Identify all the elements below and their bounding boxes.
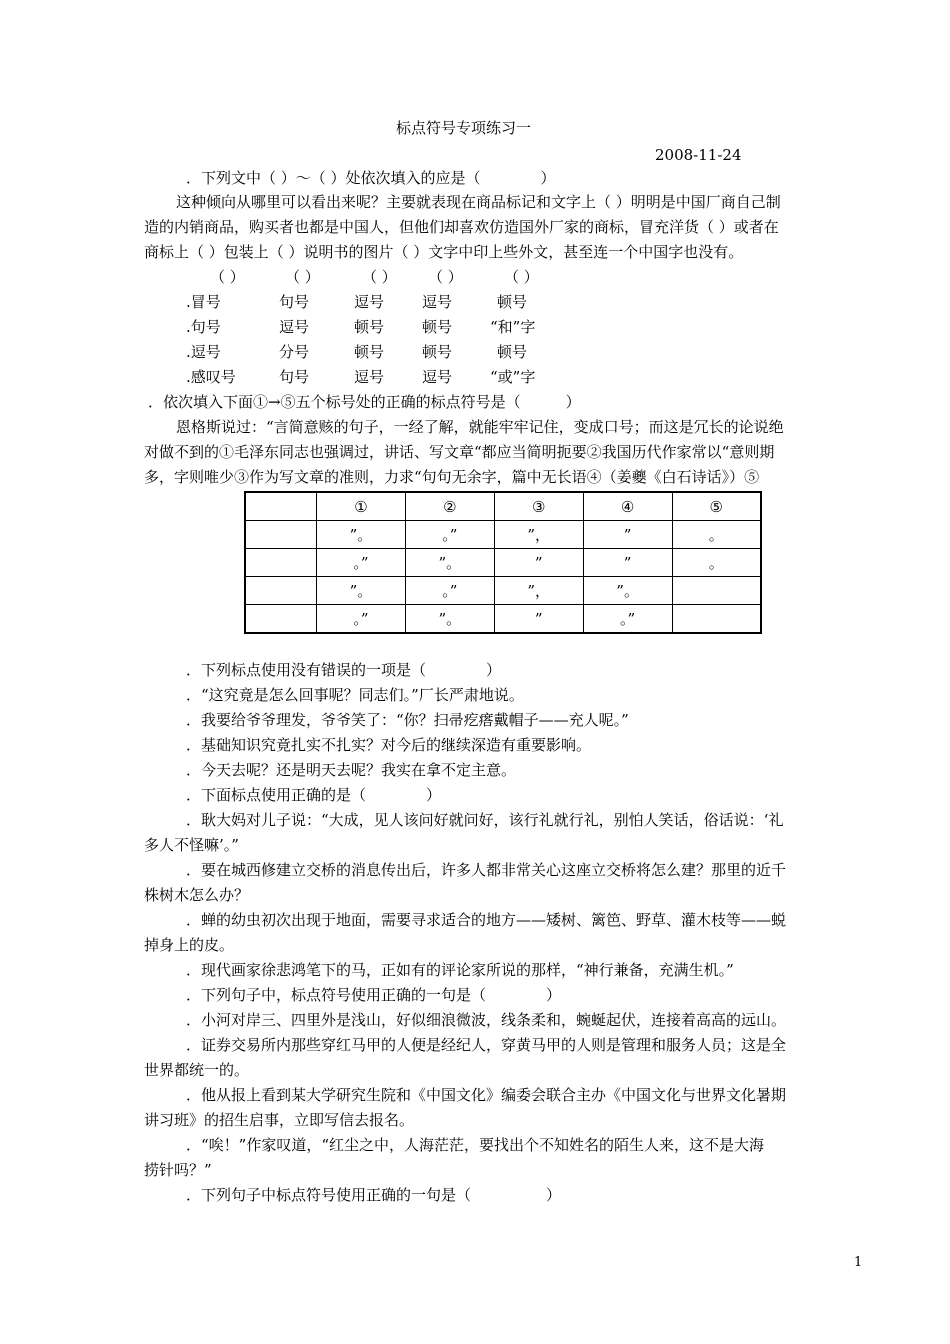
q1-option-cell: 逗号 xyxy=(279,318,310,336)
table-cell xyxy=(245,549,317,577)
q1-option-cell: 顿号 xyxy=(354,343,385,361)
table-cell xyxy=(672,577,761,605)
table-cell: ”。 xyxy=(317,521,406,549)
q4-option: ．耿大妈对儿子说：“大成，见人该问好就问好，该行礼就行礼，别怕人笑话，俗话说：‘礼 xyxy=(186,811,784,829)
q1-passage-line: 这种倾向从哪里可以看出来呢？主要就表现在商品标记和文字上（ ）明明是中国厂商自己制 xyxy=(176,193,781,211)
q1-option-b: .句号 xyxy=(186,318,221,336)
table-cell: 。 xyxy=(672,521,761,549)
table-cell: ”， xyxy=(494,521,583,549)
q1-stem: ．下列文中（ ）～（ ）处依次填入的应是（ ） xyxy=(186,169,556,187)
table-cell xyxy=(672,605,761,634)
q5-option-cont: 世界都统一的。 xyxy=(144,1061,250,1079)
q1-header-cell: （ ） xyxy=(285,268,320,286)
q4-option: ．蝉的幼虫初次出现于地面，需要寻求适合的地方——矮树、篱笆、野草、灌木枝等——蜕 xyxy=(186,911,787,929)
q4-option-cont: 株树木怎么办？ xyxy=(144,886,250,904)
q3-stem: ．下列标点使用没有错误的一项是（ ） xyxy=(186,661,502,679)
table-cell: 。” xyxy=(405,577,494,605)
q1-option-cell: 顿号 xyxy=(497,293,528,311)
q5-stem: ．下列句子中，标点符号使用正确的一句是（ ） xyxy=(186,986,562,1004)
q1-option-cell: 逗号 xyxy=(354,368,385,386)
q1-header-cell: （ ） xyxy=(504,268,539,286)
table-cell: ” xyxy=(583,549,672,577)
q4-option-cont: 多人不怪嘛’。” xyxy=(144,836,239,854)
table-cell: ”。 xyxy=(583,577,672,605)
table-row xyxy=(245,605,761,634)
q1-option-cell: “和”字 xyxy=(490,318,536,336)
table-header-cell: ② xyxy=(405,492,494,521)
table-cell xyxy=(245,492,317,521)
q5-option-cont: 讲习班》的招生启事，立即写信去报名。 xyxy=(144,1111,415,1129)
q1-header-cell: （ ） xyxy=(362,268,397,286)
q1-option-d: .感叹号 xyxy=(186,368,236,386)
table-cell: ”。 xyxy=(405,549,494,577)
q1-option-cell: 顿号 xyxy=(497,343,528,361)
table-header-cell: ⑤ xyxy=(672,492,761,521)
q2-passage-line: 恩格斯说过：“言简意赅的句子，一经了解，就能牢牢记住，变成口号；而这是冗长的论说绝 xyxy=(176,418,784,436)
q3-option: ．我要给爷爷理发，爷爷笑了：“你？扫帚疙瘩戴帽子——充人呢。” xyxy=(186,711,629,729)
table-cell xyxy=(245,521,317,549)
table-cell xyxy=(245,605,317,634)
q5-option: ．证券交易所内那些穿红马甲的人便是经纪人，穿黄马甲的人则是管理和服务人员；这是全 xyxy=(186,1036,787,1054)
table-cell: 。” xyxy=(317,605,406,634)
q1-header-cell: （ ） xyxy=(428,268,463,286)
table-row xyxy=(245,521,761,549)
table-row xyxy=(245,492,761,521)
table-row xyxy=(245,577,761,605)
q1-passage-line: 商标上（ ）包装上（ ）说明书的图片（ ）文字中印上些外文，甚至连一个中国字也没有。 xyxy=(144,243,744,261)
q1-option-cell: “或”字 xyxy=(490,368,536,386)
table-header-cell: ④ xyxy=(583,492,672,521)
answer-table xyxy=(244,491,762,634)
q5-option: ．他从报上看到某大学研究生院和《中国文化》编委会联合主办《中国文化与世界文化暑期 xyxy=(186,1086,787,1104)
q1-passage-line: 造的内销商品，购买者也都是中国人，但他们却喜欢仿造国外厂家的商标，冒充洋货（ ）或者在 xyxy=(144,218,779,236)
q1-option-cell: 句号 xyxy=(279,293,310,311)
q3-option: ．基础知识究竟扎实不扎实？对今后的继续深造有重要影响。 xyxy=(186,736,592,754)
table-cell: 。” xyxy=(317,549,406,577)
q1-option-cell: 顿号 xyxy=(422,343,453,361)
table-cell: ” xyxy=(494,549,583,577)
q5-option: ．“唉！”作家叹道，“红尘之中，人海茫茫，要找出个不知姓名的陌生人来，这不是大海 xyxy=(186,1136,765,1154)
q3-option: ．“这究竟是怎么回事呢？同志们。”厂长严肃地说。 xyxy=(186,686,524,704)
table-cell: ”。 xyxy=(405,605,494,634)
table-header-cell: ③ xyxy=(494,492,583,521)
q1-option-c: .逗号 xyxy=(186,343,221,361)
page-title: 标点符号专项练习一 xyxy=(396,119,532,137)
table-header-cell: ① xyxy=(317,492,406,521)
q4-option-cont: 掉身上的皮。 xyxy=(144,936,235,954)
q2-passage-line: 多，字则唯少③作为写文章的准则，力求“句句无余字，篇中无长语④（姜夔《白石诗话》）⑤ xyxy=(144,468,760,486)
q1-option-cell: 顿号 xyxy=(422,318,453,336)
date: 2008-11-24 xyxy=(655,146,742,164)
q3-option: ．今天去呢？还是明天去呢？我实在拿不定主意。 xyxy=(186,761,517,779)
q2-stem: ．依次填入下面①→⑤五个标号处的正确的标点符号是（ ） xyxy=(148,393,581,411)
q4-stem: ．下面标点使用正确的是（ ） xyxy=(186,786,442,804)
q1-option-cell: 逗号 xyxy=(422,368,453,386)
q5-option: ．小河对岸三、四里外是浅山，好似细浪微波，线条柔和，蜿蜒起伏，连接着高高的远山。 xyxy=(186,1011,787,1029)
table-cell: 。” xyxy=(405,521,494,549)
table-row xyxy=(245,549,761,577)
table-cell: ” xyxy=(494,605,583,634)
table-cell: ”， xyxy=(494,577,583,605)
q5-option-cont: 捞针吗？” xyxy=(144,1161,212,1179)
q1-header-cell: （ ） xyxy=(210,268,245,286)
q1-option-cell: 分号 xyxy=(279,343,310,361)
q4-option: ．现代画家徐悲鸿笔下的马，正如有的评论家所说的那样，“神行兼备，充满生机。” xyxy=(186,961,734,979)
q6-stem: ．下列句子中标点符号使用正确的一句是（ ） xyxy=(186,1186,562,1204)
q4-option: ．要在城西修建立交桥的消息传出后，许多人都非常关心这座立交桥将怎么建？那里的近千 xyxy=(186,861,787,879)
table-cell: ”。 xyxy=(317,577,406,605)
table-cell: 。 xyxy=(672,549,761,577)
q1-option-cell: 句号 xyxy=(279,368,310,386)
table-cell: 。” xyxy=(583,605,672,634)
q1-option-a: .冒号 xyxy=(186,293,221,311)
table-cell: ” xyxy=(583,521,672,549)
q1-option-cell: 逗号 xyxy=(422,293,453,311)
q1-option-cell: 逗号 xyxy=(354,293,385,311)
q2-passage-line: 对做不到的①毛泽东同志也强调过，讲话、写文章“都应当简明扼要②我国历代作家常以“意则期 xyxy=(144,443,775,461)
page-number: 1 xyxy=(854,1255,863,1270)
q1-option-cell: 顿号 xyxy=(354,318,385,336)
table-cell xyxy=(245,577,317,605)
